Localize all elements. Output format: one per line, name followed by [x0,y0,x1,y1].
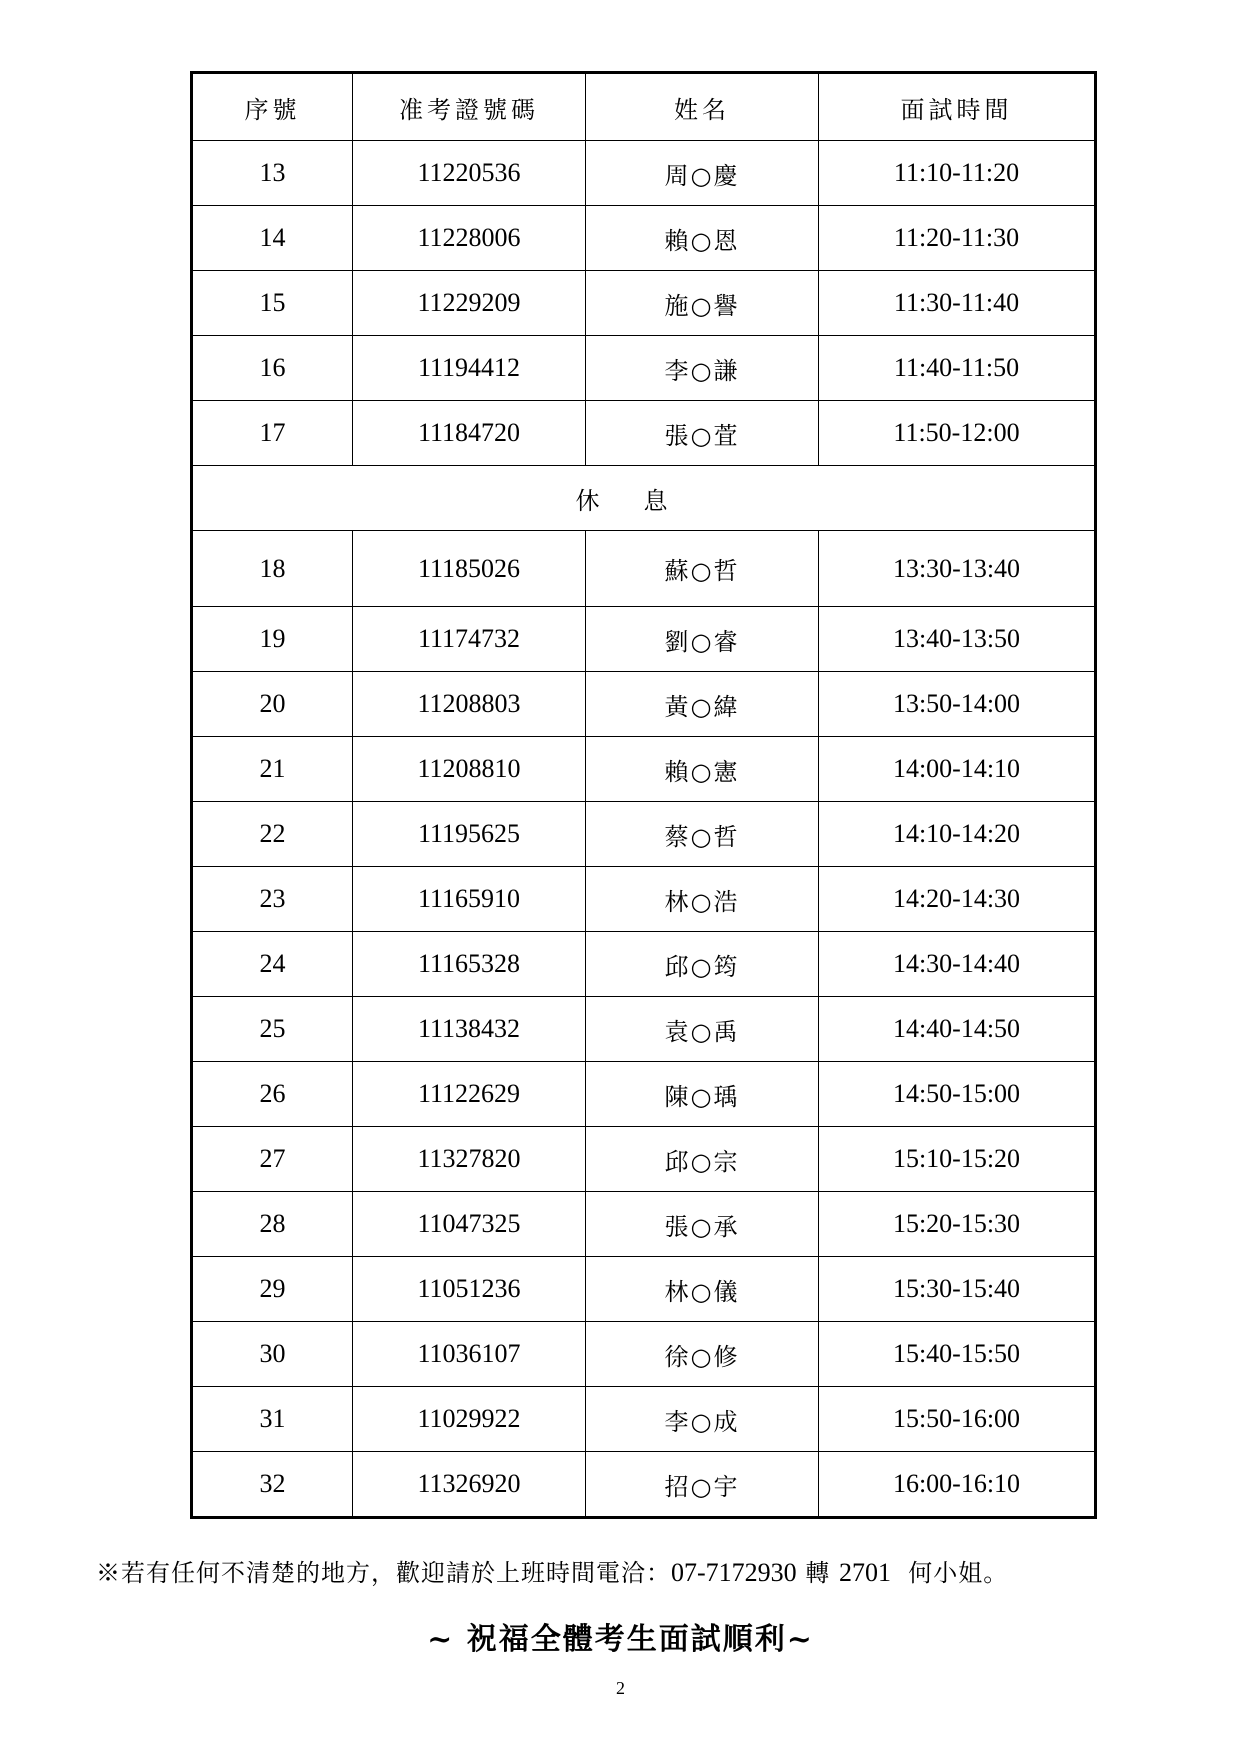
table-row [192,401,1096,466]
cell-seq: 17 [192,401,353,466]
header-name: 姓名 [586,73,819,141]
table-row [192,1387,1096,1452]
cell-exam-id: 11122629 [353,1062,586,1127]
cell-time: 14:00-14:10 [819,737,1096,802]
blessing-text: ~ 祝福全體考生面試順利~ [427,1622,814,1657]
cell-time: 11:30-11:40 [819,271,1096,336]
contact-note [96,1553,1008,1588]
cell-seq: 29 [192,1257,353,1322]
cell-name: 張○萓 [586,401,819,466]
cell-seq: 25 [192,997,353,1062]
table-row [192,607,1096,672]
cell-exam-id: 11047325 [353,1192,586,1257]
cell-time: 15:40-15:50 [819,1322,1096,1387]
cell-name: 蘇○哲 [586,531,819,607]
cell-name: 袁○禹 [586,997,819,1062]
cell-name: 李○謙 [586,336,819,401]
cell-exam-id: 11220536 [353,141,586,206]
cell-exam-id: 11195625 [353,802,586,867]
cell-exam-id: 11208803 [353,672,586,737]
cell-exam-id: 11229209 [353,271,586,336]
table-row [192,1062,1096,1127]
cell-seq: 26 [192,1062,353,1127]
table-row [192,206,1096,271]
cell-name: 李○成 [586,1387,819,1452]
cell-exam-id: 11029922 [353,1387,586,1452]
table-body [192,141,1096,1518]
cell-exam-id: 11174732 [353,607,586,672]
cell-seq: 30 [192,1322,353,1387]
cell-name: 蔡○哲 [586,802,819,867]
cell-time: 14:30-14:40 [819,932,1096,997]
cell-seq: 16 [192,336,353,401]
table-row [192,1322,1096,1387]
cell-seq: 28 [192,1192,353,1257]
cell-time: 13:50-14:00 [819,672,1096,737]
cell-seq: 27 [192,1127,353,1192]
cell-name: 邱○宗 [586,1127,819,1192]
cell-time: 13:40-13:50 [819,607,1096,672]
table-row [192,867,1096,932]
cell-name: 賴○憲 [586,737,819,802]
table-row [192,531,1096,607]
cell-seq: 19 [192,607,353,672]
cell-name: 黃○緯 [586,672,819,737]
cell-exam-id: 11184720 [353,401,586,466]
cell-name: 張○承 [586,1192,819,1257]
cell-time: 14:50-15:00 [819,1062,1096,1127]
break-row [192,466,1096,531]
cell-time: 15:50-16:00 [819,1387,1096,1452]
table-header-row [192,73,1096,141]
cell-time: 14:10-14:20 [819,802,1096,867]
cell-time: 11:50-12:00 [819,401,1096,466]
cell-time: 11:10-11:20 [819,141,1096,206]
cell-exam-id: 11185026 [353,531,586,607]
cell-exam-id: 11036107 [353,1322,586,1387]
cell-time: 15:30-15:40 [819,1257,1096,1322]
table-row [192,1452,1096,1518]
note-phone: 07-7172930 [671,1558,797,1587]
cell-exam-id: 11327820 [353,1127,586,1192]
cell-seq: 24 [192,932,353,997]
table-row [192,672,1096,737]
cell-seq: 32 [192,1452,353,1518]
cell-time: 14:20-14:30 [819,867,1096,932]
cell-exam-id: 11165328 [353,932,586,997]
note-ext-label: 轉 [805,1559,831,1587]
cell-time: 11:20-11:30 [819,206,1096,271]
cell-name: 陳○瑀 [586,1062,819,1127]
cell-seq: 22 [192,802,353,867]
cell-name: 徐○修 [586,1322,819,1387]
cell-name: 邱○筠 [586,932,819,997]
cell-name: 周○慶 [586,141,819,206]
cell-seq: 31 [192,1387,353,1452]
cell-seq: 14 [192,206,353,271]
cell-seq: 13 [192,141,353,206]
header-seq: 序號 [192,73,353,141]
cell-time: 13:30-13:40 [819,531,1096,607]
cell-time: 16:00-16:10 [819,1452,1096,1518]
cell-exam-id: 11228006 [353,206,586,271]
cell-exam-id: 11326920 [353,1452,586,1518]
table-row [192,737,1096,802]
cell-name: 賴○恩 [586,206,819,271]
table-row [192,271,1096,336]
cell-exam-id: 11138432 [353,997,586,1062]
cell-name: 林○浩 [586,867,819,932]
cell-time: 14:40-14:50 [819,997,1096,1062]
table-row [192,802,1096,867]
table-row [192,932,1096,997]
header-interview-time: 面試時間 [819,73,1096,141]
cell-exam-id: 11165910 [353,867,586,932]
cell-name: 劉○睿 [586,607,819,672]
table-row [192,1127,1096,1192]
cell-seq: 23 [192,867,353,932]
note-contact: 何小姐。 [908,1559,1009,1587]
cell-seq: 20 [192,672,353,737]
cell-exam-id: 11208810 [353,737,586,802]
table-row [192,1192,1096,1257]
table-row [192,336,1096,401]
cell-time: 11:40-11:50 [819,336,1096,401]
break-label: 休息 [192,466,1096,531]
cell-name: 招○宇 [586,1452,819,1518]
cell-time: 15:20-15:30 [819,1192,1096,1257]
cell-seq: 15 [192,271,353,336]
cell-exam-id: 11194412 [353,336,586,401]
header-exam-id: 准考證號碼 [353,73,586,141]
cell-name: 林○儀 [586,1257,819,1322]
table-row [192,1257,1096,1322]
interview-schedule-table [190,71,1097,1519]
cell-time: 15:10-15:20 [819,1127,1096,1192]
note-text: ※若有任何不清楚的地方，歡迎請於上班時間電洽： [96,1559,671,1587]
table-row [192,997,1096,1062]
cell-exam-id: 11051236 [353,1257,586,1322]
cell-seq: 18 [192,531,353,607]
page-number: 2 [616,1678,625,1698]
cell-name: 施○譽 [586,271,819,336]
cell-seq: 21 [192,737,353,802]
note-ext: 2701 [838,1558,891,1587]
table-row [192,141,1096,206]
